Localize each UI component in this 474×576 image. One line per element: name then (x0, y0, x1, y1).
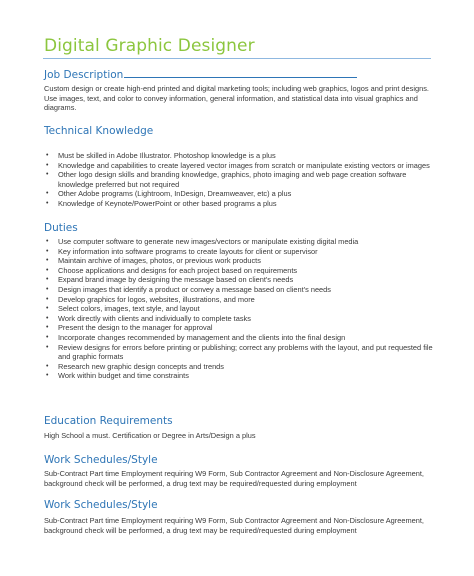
list-item (44, 170, 436, 189)
job-description-heading-wrap (44, 69, 357, 81)
bullet-icon: • (46, 285, 49, 293)
list-item (44, 323, 436, 333)
list-item-text: Develop graphics for logos, websites, illustrations, and more (58, 294, 255, 304)
list-item-text: Work directly with clients and individually to complete tasks (58, 313, 251, 323)
bullet-icon: • (46, 190, 49, 198)
list-item (44, 371, 436, 381)
title-divider (43, 58, 431, 59)
bullet-icon: • (46, 343, 49, 351)
duties-heading: Duties (44, 222, 78, 234)
bullet-icon: • (46, 295, 49, 303)
list-item-text: Review designs for errors before printing or publishing; correct any problems with the layout, and put requested file and graphic formats (58, 342, 433, 362)
job-description-text: Custom design or create high-end printed and digital marketing tools; including web graphics, logos and print designs. Use images, text, and color to convey information, general information, and statistical data into visual graphics and diagrams. (44, 84, 429, 113)
bullet-icon: • (46, 314, 49, 322)
list-item (44, 362, 436, 372)
heading-underline (124, 69, 357, 78)
list-item-text: Incorporate changes recommended by management and the clients into the final design (58, 332, 346, 342)
list-item (44, 199, 436, 209)
bullet-icon: • (46, 247, 49, 255)
list-item-text: Maintain archive of images, photos, or previous work products (58, 256, 261, 266)
bullet-icon: • (46, 333, 49, 341)
bullet-icon: • (46, 276, 49, 284)
work-schedules-heading-2: Work Schedules/Style (44, 499, 158, 511)
list-item (44, 285, 436, 295)
list-item-text: Work within budget and time constraints (58, 371, 189, 381)
bullet-icon: • (46, 161, 49, 169)
bullet-icon: • (46, 171, 49, 179)
list-item-text: Design images that identify a product or convey a message based on client's needs (58, 284, 331, 294)
bullet-icon: • (46, 152, 49, 159)
bullet-icon: • (46, 199, 49, 207)
list-item-text: Knowledge and capabilities to create layered vector images from scratch or manipulate existing vectors or images (58, 160, 430, 170)
list-item (44, 314, 436, 324)
technical-knowledge-list (44, 151, 436, 209)
list-item (44, 333, 436, 343)
bullet-icon: • (46, 372, 49, 380)
duties-list (44, 237, 436, 381)
list-item-text: Key information into software programs to create layouts for client or supervisor (58, 246, 318, 256)
work-schedules-text-2: Sub-Contract Part time Employment requiring W9 Form, Sub Contractor Agreement and Non-Disclosure Agreement, background check will be performed, a drug text may be required/requested during employment (44, 516, 424, 535)
job-description-heading: Job Description (44, 69, 124, 81)
bullet-icon: • (46, 305, 49, 313)
list-item (44, 304, 436, 314)
list-item (44, 343, 436, 362)
bullet-icon: • (46, 266, 49, 274)
list-item (44, 256, 436, 266)
work-schedules-heading: Work Schedules/Style (44, 454, 158, 466)
education-text: High School a must. Certification or Degree in Arts/Design a plus (44, 431, 256, 440)
list-item (44, 189, 436, 199)
list-item (44, 161, 436, 171)
work-schedules-text: Sub-Contract Part time Employment requiring W9 Form, Sub Contractor Agreement and Non-Disclosure Agreement, background check will be performed, a drug text may be required/requested during employment (44, 469, 424, 488)
list-item-text: Other Adobe programs (Lightroom, InDesign, Dreamweaver, etc) a plus (58, 189, 292, 199)
list-item-text: Use computer software to generate new images/vectors or manipulate existing digital media (58, 237, 359, 246)
technical-knowledge-heading: Technical Knowledge (44, 125, 154, 137)
bullet-icon: • (46, 257, 49, 265)
list-item (44, 151, 436, 161)
list-item (44, 237, 436, 247)
bullet-icon: • (46, 362, 49, 370)
bullet-icon: • (46, 238, 49, 245)
list-item-text: Research new graphic design concepts and trends (58, 361, 224, 371)
list-item-text: Knowledge of Keynote/PowerPoint or other based programs a plus (58, 198, 277, 208)
bullet-icon: • (46, 324, 49, 332)
list-item-text: Expand brand image by designing the message based on client's needs (58, 275, 294, 285)
list-item-text: Must be skilled in Adobe Illustrator. Photoshop knowledge is a plus (58, 151, 276, 160)
list-item-text: Other logo design skills and branding knowledge, graphics, photo imaging and web page creation software knowledge preferred but not required (58, 170, 407, 189)
list-item (44, 266, 436, 276)
education-heading: Education Requirements (44, 415, 173, 427)
list-item-text: Choose applications and designs for each project based on requirements (58, 265, 298, 275)
list-item (44, 275, 436, 285)
list-item-text: Present the design to the manager for approval (58, 323, 213, 333)
list-item (44, 247, 436, 257)
list-item (44, 295, 436, 305)
document-title: Digital Graphic Designer (44, 36, 255, 56)
list-item-text: Select colors, images, text style, and layout (58, 304, 200, 314)
